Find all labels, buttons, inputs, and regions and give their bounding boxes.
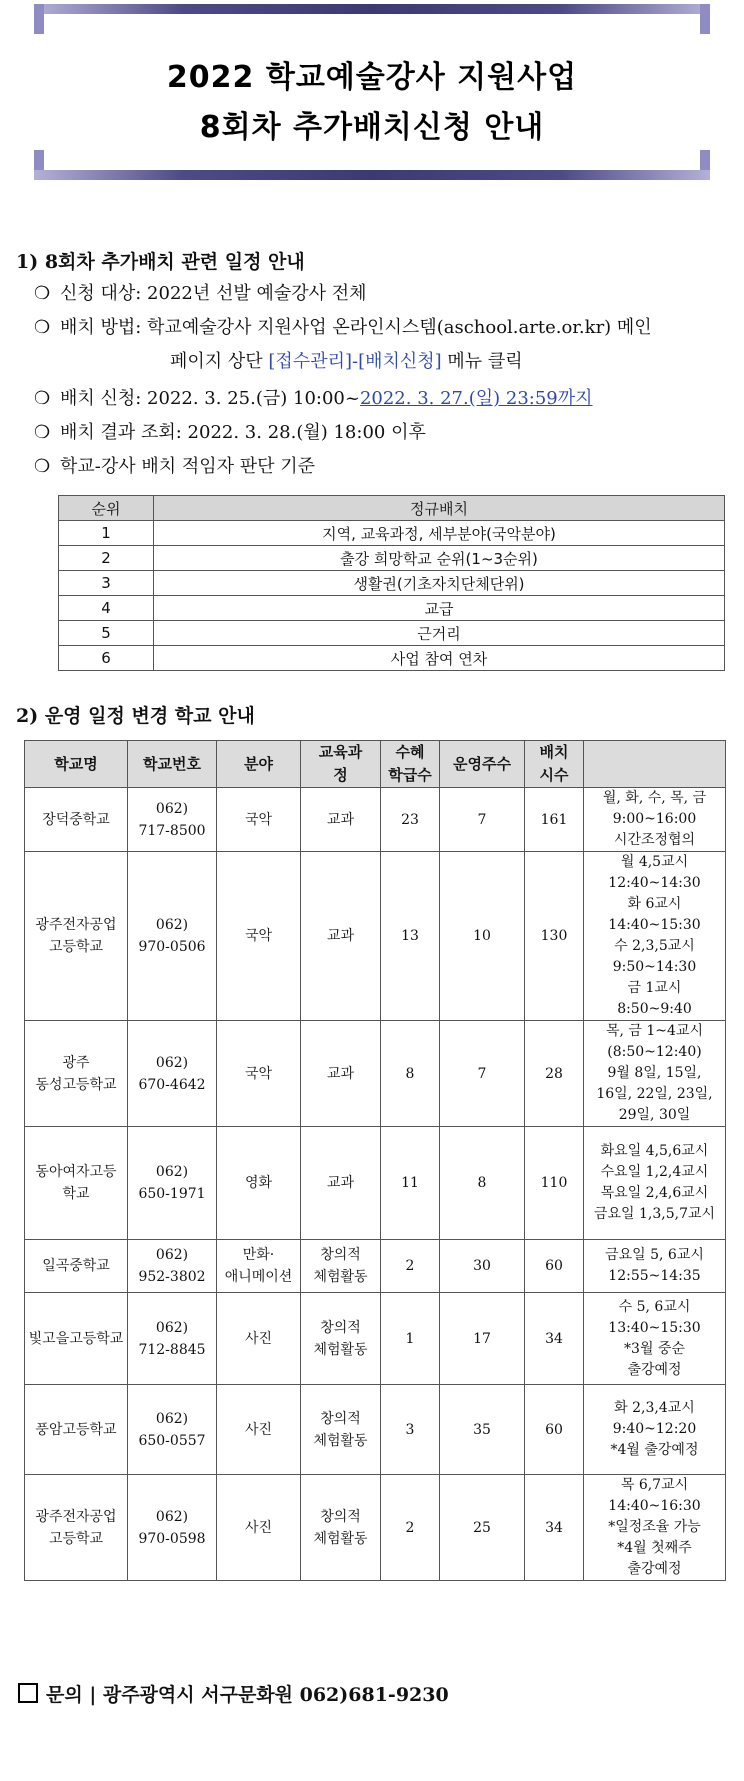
criteria-row (59, 521, 725, 546)
method-text-1: 배치 방법: 학교예술강사 지원사업 온라인시스템(aschool.arte.or.kr) 메인 (60, 317, 652, 338)
schedule-row (25, 1240, 726, 1293)
bullet-result (34, 418, 426, 448)
hours: 110 (525, 1127, 584, 1240)
field: 영화 (217, 1127, 301, 1240)
weeks: 7 (440, 788, 525, 852)
school-phone: 062) 970-0506 (128, 852, 217, 1021)
criteria-header-cell: 순위 (59, 496, 154, 521)
method-text-3: 메뉴 클릭 (441, 351, 523, 372)
weeks: 10 (440, 852, 525, 1021)
schedule-header-cell (584, 741, 726, 788)
bullet-target (34, 279, 367, 309)
title-bar-top (34, 4, 710, 14)
schedule-header-cell: 학교번호 (128, 741, 217, 788)
schedule: 화요일 4,5,6교시 수요일 1,2,4교시 목요일 2,4,6교시 금요일 1,3,5,7교시 (584, 1127, 726, 1240)
curriculum: 창의적 체험활동 (301, 1475, 381, 1581)
title-line-2: 8회차 추가배치신청 안내 (199, 110, 545, 145)
schedule-row (25, 852, 726, 1021)
criteria-item: 사업 참여 연차 (154, 646, 725, 671)
criteria-header-cell: 정규배치 (154, 496, 725, 521)
method-text-2: 페이지 상단 (170, 351, 269, 372)
class-count: 3 (381, 1385, 440, 1475)
schedule: 목, 금 1~4교시 (8:50~12:40) 9월 8일, 15일, 16일, 22일, 23일, 29일, 30일 (584, 1021, 726, 1127)
method-line-2 (170, 347, 523, 377)
schedule-table (24, 740, 726, 1581)
curriculum: 교과 (301, 1127, 381, 1240)
class-count: 23 (381, 788, 440, 852)
field: 사진 (217, 1293, 301, 1385)
target-text: 신청 대상: 2022년 선발 예술강사 전체 (60, 283, 367, 304)
circle-bullet-icon: ❍ (34, 388, 51, 409)
class-count: 1 (381, 1293, 440, 1385)
criteria-row (59, 571, 725, 596)
school-name: 광주전자공업 고등학교 (25, 1475, 128, 1581)
circle-bullet-icon: ❍ (34, 283, 51, 304)
schedule-row (25, 1127, 726, 1240)
schedule: 월 4,5교시 12:40~14:30 화 6교시 14:40~15:30 수 2,3,5교시 9:50~14:30 금 1교시 8:50~9:40 (584, 852, 726, 1021)
title-line-1: 2022 학교예술강사 지원사업 (166, 60, 578, 95)
schedule: 수 5, 6교시 13:40~15:30 *3월 중순 출강예정 (584, 1293, 726, 1385)
schedule-header-cell: 분야 (217, 741, 301, 788)
apply-deadline: 2022. 3. 27.(일) 23:59까지 (359, 388, 593, 409)
criteria-rank: 6 (59, 646, 154, 671)
school-name: 빛고을고등학교 (25, 1293, 128, 1385)
schedule-row (25, 1021, 726, 1127)
schedule-row (25, 1293, 726, 1385)
criteria-item: 생활권(기초자치단체단위) (154, 571, 725, 596)
class-count: 11 (381, 1127, 440, 1240)
school-name: 장덕중학교 (25, 788, 128, 852)
section1-heading: 1) 8회차 추가배치 관련 일정 안내 (16, 251, 305, 273)
bullet-criteria (34, 452, 315, 482)
bullet-apply (34, 384, 593, 414)
weeks: 35 (440, 1385, 525, 1475)
hours: 28 (525, 1021, 584, 1127)
schedule-header-cell: 운영주수 (440, 741, 525, 788)
section2-heading: 2) 운영 일정 변경 학교 안내 (16, 705, 255, 727)
circle-bullet-icon: ❍ (34, 456, 51, 477)
field: 국악 (217, 852, 301, 1021)
schedule-row (25, 1475, 726, 1581)
field: 사진 (217, 1385, 301, 1475)
school-name: 광주 동성고등학교 (25, 1021, 128, 1127)
curriculum: 교과 (301, 788, 381, 852)
school-phone: 062) 650-0557 (128, 1385, 217, 1475)
curriculum: 창의적 체험활동 (301, 1240, 381, 1293)
field: 국악 (217, 1021, 301, 1127)
criteria-rank: 4 (59, 596, 154, 621)
contact-line (18, 1680, 449, 1707)
schedule: 화 2,3,4교시 9:40~12:20 *4월 출강예정 (584, 1385, 726, 1475)
hours: 60 (525, 1240, 584, 1293)
school-name: 풍암고등학교 (25, 1385, 128, 1475)
hours: 161 (525, 788, 584, 852)
school-name: 광주전자공업 고등학교 (25, 852, 128, 1021)
school-phone: 062) 650-1971 (128, 1127, 217, 1240)
schedule-header-cell: 학교명 (25, 741, 128, 788)
criteria-header-row (59, 496, 725, 521)
field: 사진 (217, 1475, 301, 1581)
criteria-item: 출강 희망학교 순위(1~3순위) (154, 546, 725, 571)
result-text: 배치 결과 조회: 2022. 3. 28.(월) 18:00 이후 (60, 422, 426, 443)
curriculum: 창의적 체험활동 (301, 1385, 381, 1475)
class-count: 8 (381, 1021, 440, 1127)
schedule: 월, 화, 수, 목, 금 9:00~16:00 시간조정협의 (584, 788, 726, 852)
schedule-header-cell: 수혜 학급수 (381, 741, 440, 788)
school-phone: 062) 712-8845 (128, 1293, 217, 1385)
weeks: 25 (440, 1475, 525, 1581)
criteria-item: 근거리 (154, 621, 725, 646)
contact-text: 문의 | 광주광역시 서구문화원 062)681-9230 (46, 1684, 449, 1706)
circle-bullet-icon: ❍ (34, 317, 51, 338)
curriculum: 창의적 체험활동 (301, 1293, 381, 1385)
schedule-header-cell: 교육과 정 (301, 741, 381, 788)
weeks: 30 (440, 1240, 525, 1293)
school-phone: 062) 952-3802 (128, 1240, 217, 1293)
criteria-row (59, 621, 725, 646)
class-count: 2 (381, 1475, 440, 1581)
curriculum: 교과 (301, 1021, 381, 1127)
hours: 60 (525, 1385, 584, 1475)
bullet-method (34, 313, 652, 343)
title-banner (34, 4, 710, 180)
apply-text: 배치 신청: 2022. 3. 25.(금) 10:00~ (60, 388, 360, 409)
weeks: 7 (440, 1021, 525, 1127)
corner-ornament (34, 4, 44, 34)
schedule: 금요일 5, 6교시 12:55~14:35 (584, 1240, 726, 1293)
criteria-item: 지역, 교육과정, 세부분야(국악분야) (154, 521, 725, 546)
criteria-rank: 5 (59, 621, 154, 646)
criteria-item: 교급 (154, 596, 725, 621)
schedule-header-row (25, 741, 726, 788)
schedule-header-cell: 배치 시수 (525, 741, 584, 788)
criteria-label: 학교-강사 배치 적임자 판단 기준 (60, 456, 316, 477)
hours: 34 (525, 1293, 584, 1385)
corner-ornament (700, 4, 710, 34)
weeks: 17 (440, 1293, 525, 1385)
criteria-table (58, 495, 725, 671)
circle-bullet-icon: ❍ (34, 422, 51, 443)
school-name: 동아여자고등 학교 (25, 1127, 128, 1240)
checkbox-square-icon (18, 1683, 38, 1703)
menu-path-link[interactable]: [접수관리]-[배치신청] (268, 351, 442, 372)
curriculum: 교과 (301, 852, 381, 1021)
criteria-rank: 2 (59, 546, 154, 571)
field: 만화· 애니메이션 (217, 1240, 301, 1293)
field: 국악 (217, 788, 301, 852)
class-count: 2 (381, 1240, 440, 1293)
school-phone: 062) 670-4642 (128, 1021, 217, 1127)
school-name: 일곡중학교 (25, 1240, 128, 1293)
criteria-row (59, 546, 725, 571)
hours: 34 (525, 1475, 584, 1581)
criteria-row (59, 646, 725, 671)
criteria-rank: 3 (59, 571, 154, 596)
criteria-rank: 1 (59, 521, 154, 546)
criteria-row (59, 596, 725, 621)
class-count: 13 (381, 852, 440, 1021)
title-bar-bottom (34, 170, 710, 180)
school-phone: 062) 717-8500 (128, 788, 217, 852)
weeks: 8 (440, 1127, 525, 1240)
hours: 130 (525, 852, 584, 1021)
school-phone: 062) 970-0598 (128, 1475, 217, 1581)
schedule-row (25, 788, 726, 852)
schedule-row (25, 1385, 726, 1475)
schedule: 목 6,7교시 14:40~16:30 *일정조율 가능 *4월 첫째주 출강예정 (584, 1475, 726, 1581)
